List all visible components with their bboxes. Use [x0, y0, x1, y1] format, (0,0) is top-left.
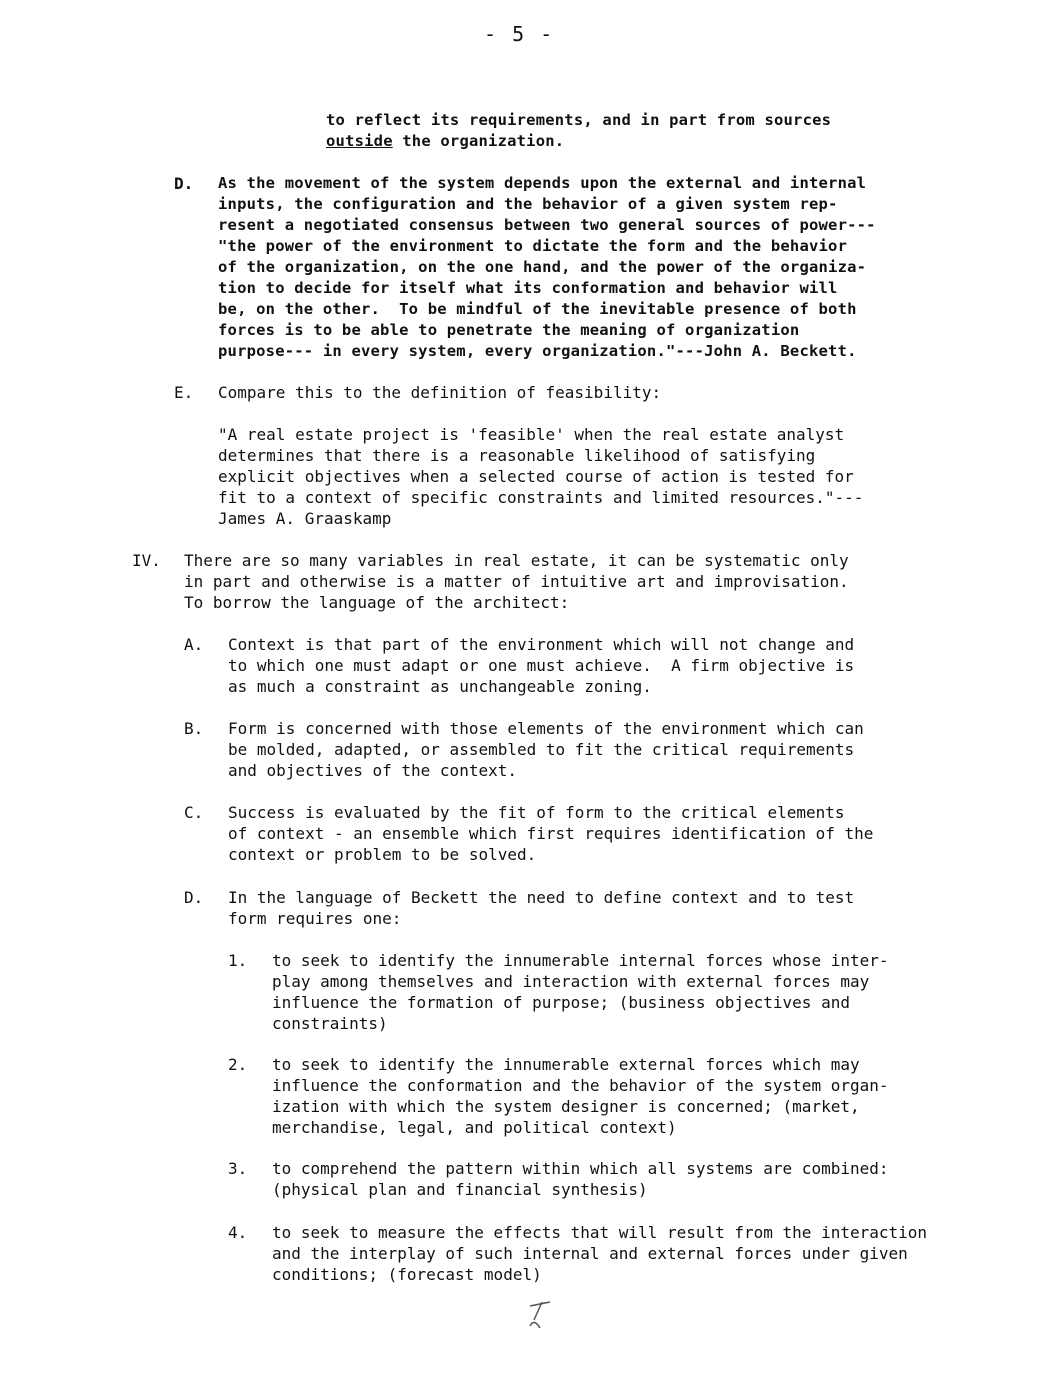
item-e-intro	[218, 382, 661, 403]
paragraph-line: to seek to identify the innumerable internal forces whose inter-	[272, 951, 889, 970]
item-d-marker: D.	[174, 174, 194, 193]
section-iv-marker: IV.	[132, 551, 161, 570]
underlined-word: outside	[326, 132, 393, 150]
numbered-item	[272, 950, 889, 1034]
section-iv-paragraph	[184, 550, 849, 613]
handwritten-mark-icon	[520, 1298, 560, 1334]
numbered-marker: 4.	[228, 1223, 248, 1242]
numbered-item	[272, 1054, 889, 1138]
paragraph-line: There are so many variables in real estate, it can be systematic only	[184, 551, 849, 570]
paragraph-line: form requires one:	[228, 909, 402, 928]
quote-line: determines that there is a reasonable likelihood of satisfying	[218, 446, 816, 465]
item-c-marker: C.	[184, 803, 204, 822]
numbered-marker: 3.	[228, 1159, 248, 1178]
paragraph-line: be, on the other. To be mindful of the inevitable presence of both	[218, 300, 857, 318]
paragraph-line: and objectives of the context.	[228, 761, 517, 780]
paragraph-line: merchandise, legal, and political context)	[272, 1118, 677, 1137]
item-e-marker: E.	[174, 383, 194, 402]
intro-line: to reflect its requirements, and in part from sources	[326, 111, 832, 129]
paragraph-line: influence the conformation and the behavior of the system organ-	[272, 1076, 889, 1095]
paragraph-line: Form is concerned with those elements of the environment which can	[228, 719, 864, 738]
item-d-paragraph	[228, 887, 854, 929]
page-number: - 5 -	[484, 22, 555, 46]
intro-line	[326, 131, 831, 152]
paragraph-line: context or problem to be solved.	[228, 845, 537, 864]
paragraph-line: to which one must adapt or one must achieve. A firm objective is	[228, 656, 855, 675]
paragraph-line: of context - an ensemble which first requires identification of the	[228, 824, 874, 843]
paragraph-line: To borrow the language of the architect:	[184, 593, 570, 612]
paragraph-line: to seek to identify the innumerable external forces which may	[272, 1055, 860, 1074]
paragraph-line: play among themselves and interaction with external forces may	[272, 972, 870, 991]
item-d-paragraph	[218, 173, 876, 362]
intro-paragraph	[326, 110, 831, 152]
paragraph-line: resent a negotiated consensus between two general sources of power---	[218, 216, 876, 234]
item-d-marker: D.	[184, 888, 204, 907]
quote-line: fit to a context of specific constraints and limited resources."---	[218, 488, 864, 507]
paragraph-line: constraints)	[272, 1014, 388, 1033]
item-a-paragraph	[228, 634, 854, 697]
paragraph-line: and the interplay of such internal and external forces under given	[272, 1244, 908, 1263]
item-b-paragraph	[228, 718, 864, 781]
paragraph-line: influence the formation of purpose; (business objectives and	[272, 993, 850, 1012]
paragraph-line: to comprehend the pattern within which all systems are combined:	[272, 1159, 889, 1178]
paragraph-line: inputs, the configuration and the behavior of a given system rep-	[218, 195, 838, 213]
paragraph-line: purpose--- in every system, every organization."---John A. Beckett.	[218, 342, 857, 360]
numbered-marker: 2.	[228, 1055, 248, 1074]
intro-line-rest: the organization.	[392, 132, 565, 150]
paragraph-line: (physical plan and financial synthesis)	[272, 1180, 648, 1199]
item-b-marker: B.	[184, 719, 204, 738]
paragraph-line: tion to decide for itself what its conformation and behavior will	[218, 279, 838, 297]
paragraph-line: be molded, adapted, or assembled to fit the critical requirements	[228, 740, 855, 759]
paragraph-line: as much a constraint as unchangeable zoning.	[228, 677, 652, 696]
paragraph-line: to seek to measure the effects that will result from the interaction	[272, 1223, 928, 1242]
paragraph-line: Success is evaluated by the fit of form to the critical elements	[228, 803, 845, 822]
item-a-marker: A.	[184, 635, 204, 654]
paragraph-line: In the language of Beckett the need to define context and to test	[228, 888, 855, 907]
quote-line: "A real estate project is 'feasible' when the real estate analyst	[218, 425, 845, 444]
paragraph-line: As the movement of the system depends upon the external and internal	[218, 174, 867, 192]
numbered-marker: 1.	[228, 951, 248, 970]
feasibility-quote	[218, 424, 863, 529]
numbered-item	[272, 1222, 927, 1285]
quote-line: James A. Graaskamp	[218, 509, 392, 528]
paragraph-line: Context is that part of the environment which will not change and	[228, 635, 855, 654]
paragraph-line: ization with which the system designer is concerned; (market,	[272, 1097, 860, 1116]
item-c-paragraph	[228, 802, 873, 865]
paragraph-line: forces is to be able to penetrate the meaning of organization	[218, 321, 800, 339]
paragraph-line: of the organization, on the one hand, and the power of the organiza-	[218, 258, 867, 276]
paragraph-line: Compare this to the definition of feasibility:	[218, 383, 662, 402]
numbered-item	[272, 1158, 889, 1200]
quote-line: explicit objectives when a selected course of action is tested for	[218, 467, 854, 486]
paragraph-line: in part and otherwise is a matter of intuitive art and improvisation.	[184, 572, 849, 591]
paragraph-line: conditions; (forecast model)	[272, 1265, 542, 1284]
paragraph-line: "the power of the environment to dictate the form and the behavior	[218, 237, 848, 255]
